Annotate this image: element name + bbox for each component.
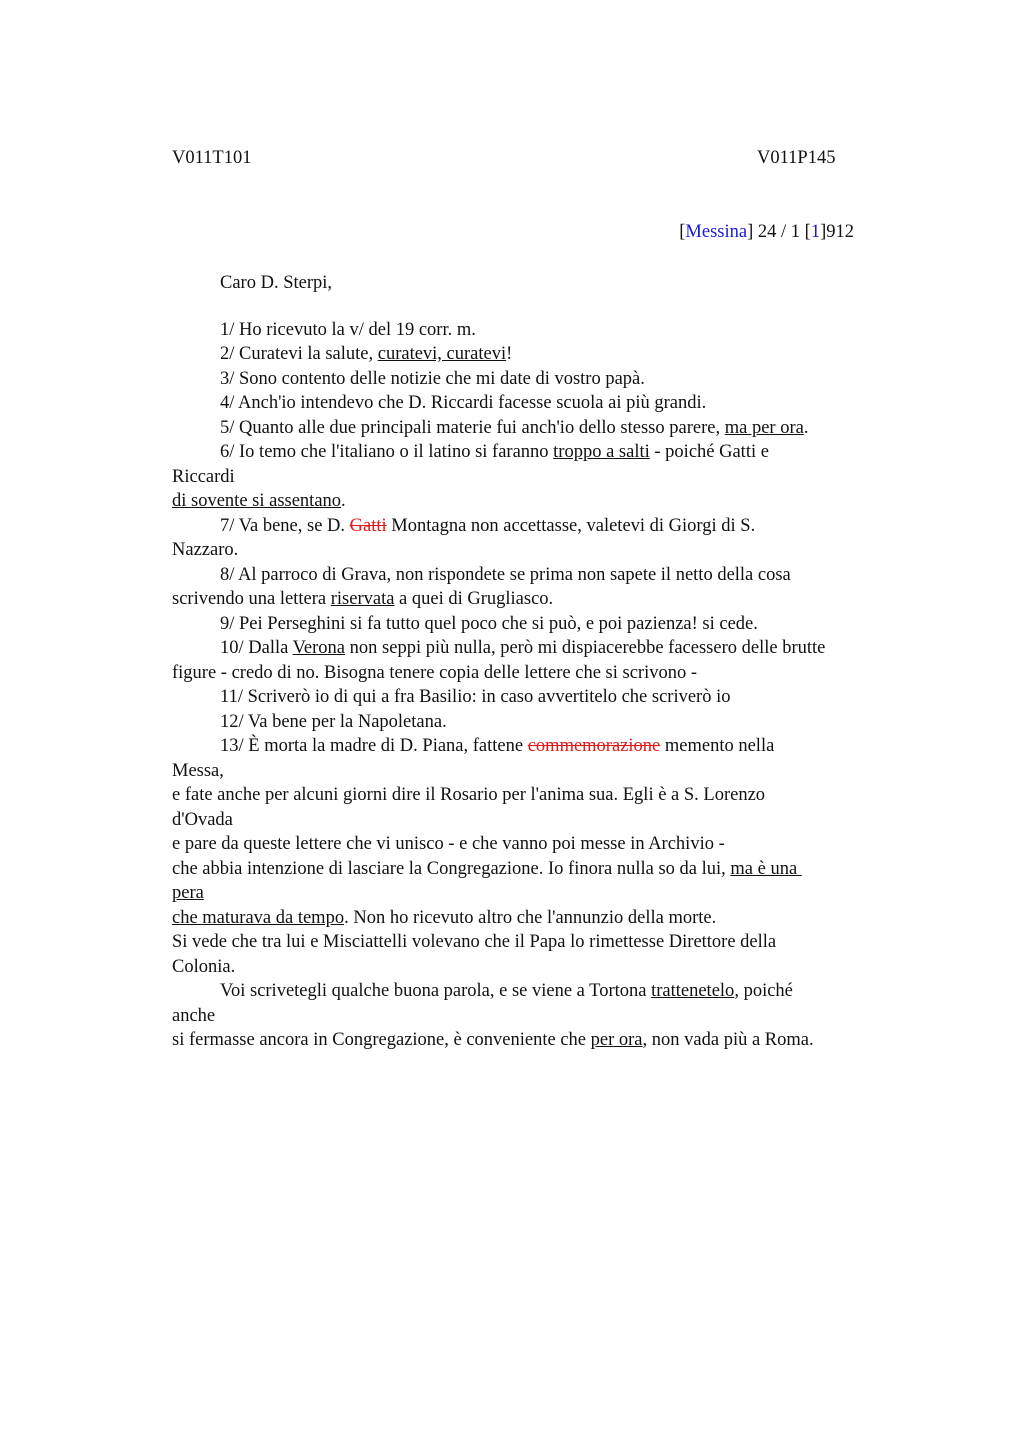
underlined-text: per ora: [590, 1030, 643, 1050]
document-code-right: V011P145: [757, 148, 836, 168]
item-1: 1/ Ho ricevuto la v/ del 19 corr. m.: [220, 319, 476, 340]
item-11: 11/ Scriverò io di qui a fra Basilio: in caso avvertitelo che scriverò io: [220, 687, 731, 707]
underlined-text: ma è una: [730, 858, 802, 879]
letter-date: [Messina] 24 / 1 [1]912: [679, 222, 854, 242]
item-4: 4/ Anch'io intendevo che D. Riccardi facesse scuola ai più grandi.: [220, 393, 707, 413]
underlined-text: di sovente si assentano: [172, 491, 342, 511]
date-correction: 1: [810, 222, 821, 242]
underlined-text: che maturava da tempo: [172, 907, 345, 928]
underlined-text: curatevi, curatevi: [377, 344, 507, 364]
closing-paragraph: Voi scrivetegli qualche buona parola, e se viene a Tortona trattenetelo, poiché anche si fermasse ancora in Congregazione, è conveniente che per ora, non vada più a Roma.: [172, 981, 814, 1050]
underlined-text: ma per ora: [724, 417, 804, 438]
item-6: 6/ Io temo che l'italiano o il latino si faranno troppo a salti - poiché Gatti e Riccardi di sovente si assentano.: [172, 442, 769, 511]
item-7: 7/ Va bene, se D. Gatti Montagna non accettasse, valetevi di Giorgi di S. Nazzaro.: [172, 515, 756, 560]
place-link[interactable]: Messina: [685, 222, 748, 242]
deleted-text: commemorazione: [527, 736, 661, 756]
underlined-text: trattenetelo: [651, 981, 735, 1001]
item-13: 13/ È morta la madre di D. Piana, fattene commemorazione memento nella Messa, e fate anche per alcuni giorni dire il Rosario per l'anima sua. Egli è a S. Lorenzo d'Ovada e pare da queste lettere che vi unisco - e che vanno poi messe in Archivio - che abbia intenzione di lasciare la Congregazione. Io finora nulla so da lui, ma è una pera che maturava da tempo. Non ho ricevuto altro che l'annunzio della morte. Si vede che tra lui e Misciattelli volevano che il Papa lo rimettesse Direttore della Colonia.: [172, 736, 802, 977]
item-2: 2/ Curatevi la salute, curatevi, curatevi!: [220, 344, 513, 364]
underlined-text: pera: [172, 883, 204, 903]
item-5: 5/ Quanto alle due principali materie fui anch'io dello stesso parere, ma per ora.: [220, 417, 809, 438]
underlined-text: Verona: [292, 638, 346, 658]
item-8: 8/ Al parroco di Grava, non rispondete se prima non sapete il netto della cosa scrivendo una lettera riservata a quei di Grugliasco.: [172, 564, 791, 609]
underlined-text: riservata: [330, 589, 395, 609]
underlined-text: troppo a salti: [553, 442, 650, 462]
item-10: 10/ Dalla Verona non seppi più nulla, però mi dispiacerebbe facessero delle brutte figure - credo di no. Bisogna tenere copia delle lettere che si scrivono -: [172, 638, 826, 683]
item-12: 12/ Va bene per la Napoletana.: [220, 711, 447, 732]
salutation: Caro D. Sterpi,: [220, 273, 333, 293]
letter-body: [172, 271, 912, 1053]
deleted-text: Gatti: [349, 515, 387, 536]
document-code-left: V011T101: [172, 148, 252, 168]
item-3: 3/ Sono contento delle notizie che mi date di vostro papà.: [220, 368, 645, 389]
item-9: 9/ Pei Perseghini si fa tutto quel poco che si può, e poi pazienza! si cede.: [220, 613, 758, 634]
